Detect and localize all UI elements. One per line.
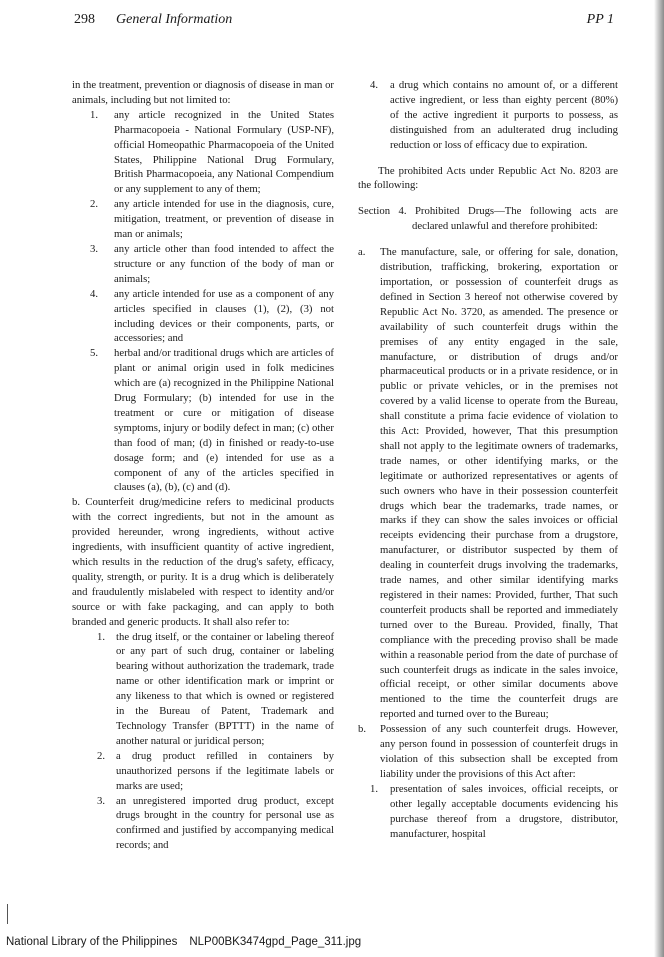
list-item (72, 108, 334, 197)
list-item (72, 749, 334, 794)
list-item (72, 794, 334, 854)
list-text: any article intended for use as a component of any articles specified in clauses (1), (2), (3) not including devices or their components, parts, or accessories; and (114, 287, 334, 345)
list-number: 4. (90, 287, 99, 300)
list-text: The manufacture, sale, or offering for sale, donation, distribution, trafficking, brokering, exportation or importation, or possession of counterfeit drugs as defined in Section 3 hereof not otherwise covered by Republic Act No. 3720, as amended. The presence or availability of such counterfeit drugs within the premises of any entity engaged in the sale, manufacture, or distribution of drugs and/or pharmaceutical products or in a private residence, or in public or private vehicles, or in the premises not covered by a valid license to operate from the Bureau, shall constitute a prima facie evidence of violation to this Act: Provided, however, That this presumption shall not apply to the legitimate owners of trademarks, trade names, or other identifying marks, or the legitimate or authorized representatives or agents of such owners who have in their possession counterfeit drugs which bear the trademarks, trade names, or marks if they can show the sales invoices or official receipts evidencing their purchase from a drugstore, manufacturer, or distributor suspected by them of dealing in counterfeit drugs involving the trademarks, trade names, and other similar identifying marks registered in their names: Provided, further, That such counterfeit products shall be reported and immediately turned over to the Bureau. Provided, finally, That compliance with the preceding proviso shall be made within a reasonable period from the date of purchase of such counterfeit drugs as indicate in the sales invoice, official receipt, or other similar documents above mentioned to the time the counterfeit drugs are reported and turned over to the Bureau; (380, 246, 618, 721)
list-text: a drug which contains no amount of, or a different active ingredient, or less than eighty percent (80%) of the active ingredient it purports to possess, as distinguished from an adulterated drug including reduction or loss of efficacy due to expiration. (390, 79, 618, 151)
list-text: an unregistered imported drug product, except drugs brought in the country for personal use as confirmed and justified by accompanying medical records; and (116, 794, 334, 852)
list-item (72, 242, 334, 287)
footer-library: National Library of the Philippines (6, 936, 178, 948)
page-edge-shadow (654, 0, 664, 957)
prohibited-acts-intro: The prohibited Acts under Republic Act No. 8203 are the following: (358, 164, 618, 192)
list-number: 4. (370, 79, 379, 91)
list-number: 3. (90, 242, 99, 255)
list-letter: a. (358, 246, 366, 259)
list-letter: b. (358, 723, 367, 736)
page-header (74, 12, 614, 32)
spacer (358, 153, 618, 164)
list-item (358, 78, 618, 153)
right-column (358, 78, 618, 841)
list-number: 1. (370, 782, 379, 795)
part-label: PP 1 (586, 12, 614, 27)
list-text: any article recognized in the United States Pharmacopoeia - National Formulary (USP-NF), official Homeopathic Pharmacopoeia of the United States, Philippine National Drug Formulary, British Pharmacopoeia, any National Compendium or any supplement to any of them; (114, 108, 334, 196)
list-text: a drug product refilled in containers by unauthorized persons if the legitimate labels or marks are used; (116, 749, 334, 792)
running-title: General Information (116, 12, 233, 27)
list-number: 1. (90, 108, 99, 121)
list-item (72, 197, 334, 242)
list-item (72, 287, 334, 347)
list-text: any article other than food intended to affect the structure or any function of the body of man or animals; (114, 242, 334, 285)
left-column (72, 78, 334, 853)
list-item (358, 245, 618, 722)
list-item (72, 346, 334, 495)
list-number: 1. (97, 630, 106, 643)
footer (6, 936, 361, 948)
list-text: presentation of sales invoices, official receipts, or other legally acceptable documents evidencing his purchase thereof from a drugstore, distributor, manufacturer, hospital (390, 782, 618, 840)
counterfeit-definition: b. Counterfeit drug/medicine refers to medicinal products with the correct ingredients, but not in the amount as provided hereunder, wrong ingredients, without active ingredients, with insufficient quantity of active ingredient, which results in the reduction of the drug's safety, efficacy, quality, strength, or purity. It is a drug which is deliberately and fraudulently mislabeled with respect to identity and/or source or with fake packaging, and can apply to both branded and generic products. It shall also refer to: (72, 496, 334, 628)
list-item (72, 630, 334, 749)
list-number: 2. (97, 749, 106, 762)
list-text: Possession of any such counterfeit drugs. However, any person found in possession of counterfeit drugs in violation of this subsection shall be excepted from liability under the provisions of this Act after: (380, 723, 618, 780)
list-item (358, 722, 618, 782)
list-number: 5. (90, 347, 99, 360)
page-number: 298 (74, 12, 95, 27)
left-intro: in the treatment, prevention or diagnosis of disease in man or animals, including but not limited to: (72, 79, 334, 106)
list-number: 3. (97, 794, 106, 807)
margin-mark (7, 904, 8, 924)
spacer (358, 193, 618, 204)
list-number: 2. (90, 198, 99, 211)
list-text: herbal and/or traditional drugs which are articles of plant or animal origin used in folk medicines which are (a) recognized in the Philippine National Drug Formulary; (b) intended for use in the treatment or cure or mitigation of disease symptoms, injury or bodily defect in man; (c) other than food of man; (d) in finished or ready-to-use dosage form; and (e) intended for use as a component of any of the articles specified in clauses (a), (b), (c) and (d). (114, 347, 334, 494)
footer-file-id: NLP00BK3474gpd_Page_311.jpg (189, 936, 362, 948)
list-item (358, 782, 618, 842)
list-text: the drug itself, or the container or labeling thereof or any part of such drug, container or labeling bearing without authorization the trademark, trade name or other identification mark or imprint or any likeness to that which is owned or registered in the Bureau of Patent, Trademark and Technology Transfer (BPTTT) in the name of another natural or juridical person; (116, 630, 334, 747)
spacer (358, 234, 618, 245)
list-text: any article intended for use in the diagnosis, cure, mitigation, treatment, or prevention of disease in man or animals; (114, 198, 334, 241)
section-heading: Section 4. Prohibited Drugs—The following acts are declared unlawful and therefore prohibited: (358, 205, 618, 233)
